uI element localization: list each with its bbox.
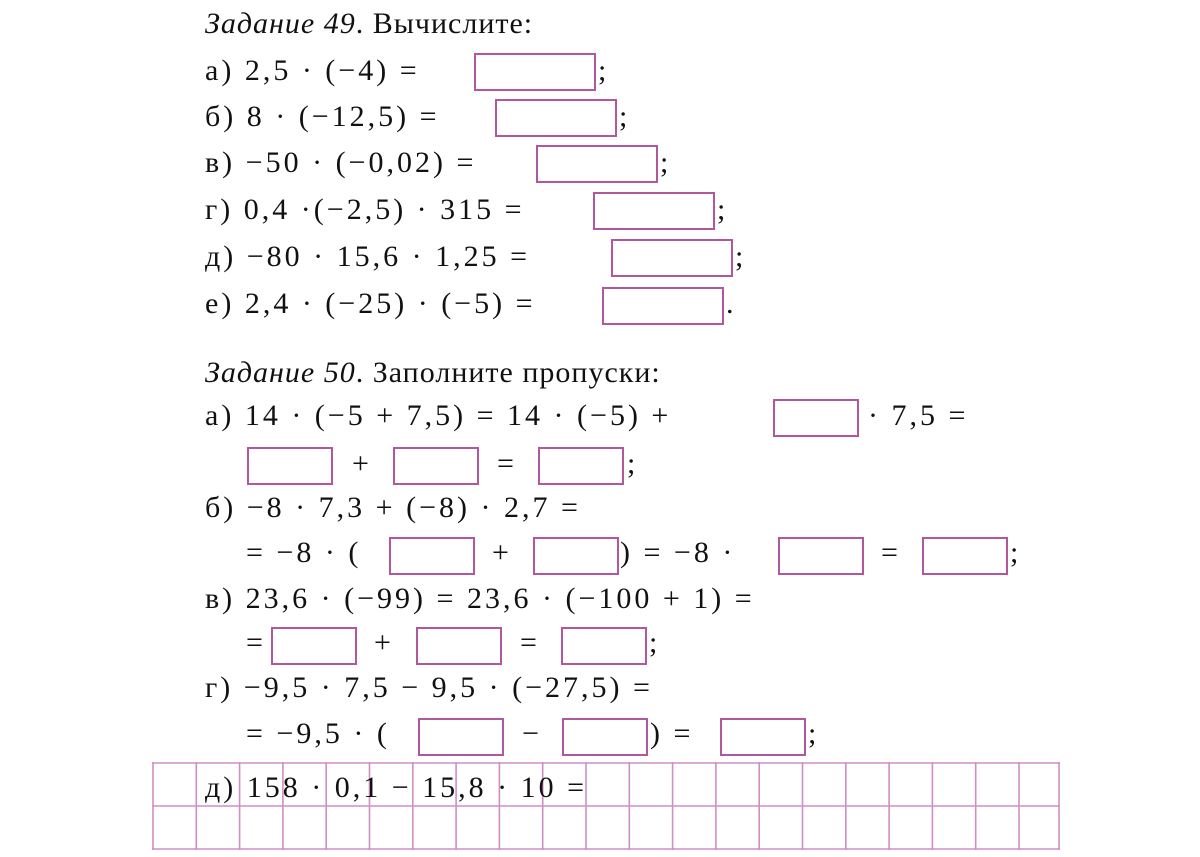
expression: −50 · (−0,02) = [245,146,477,179]
answer-box-50b-4[interactable] [922,537,1008,575]
terminator: ; [627,447,639,480]
item-label: б) [205,491,237,524]
terminator: ; [598,54,610,87]
answer-box-50a-4[interactable] [538,447,624,485]
answer-box-49b[interactable] [495,99,617,137]
task49-item-v [205,143,476,183]
answer-box-50a-2[interactable] [247,447,333,485]
operator-equals: = [881,536,901,569]
answer-box-50a-1[interactable] [773,399,859,437]
terminator: ; [660,146,672,179]
expression: −80 · 15,6 · 1,25 = [246,240,531,273]
operator-plus: + [374,626,394,659]
operator-equals: = [497,447,517,480]
task50-item-b-line1 [205,488,581,528]
operator-equals: = [520,626,540,659]
operator-minus: − [522,717,542,750]
task49-item-a [205,51,420,91]
terminator: ; [717,193,729,226]
expression: 8 · (−12,5) = [246,100,440,133]
item-label: г) [205,671,234,704]
task49-item-g [205,190,525,230]
expression: 2,5 · (−4) = [244,54,420,87]
task49-item-b [205,97,440,137]
expression-start: = −9,5 · ( [246,717,390,750]
terminator: . [726,287,737,320]
answer-box-50g-1[interactable] [418,718,504,756]
expression: −8 · 7,3 + (−8) · 2,7 = [246,491,581,524]
item-label: д) [205,240,237,273]
expression: 0,4 ·(−2,5) · 315 = [243,193,525,226]
answer-box-49e[interactable] [602,287,724,325]
task49-heading [205,4,533,44]
expression: −9,5 · 7,5 − 9,5 · (−27,5) = [243,671,653,704]
operator-plus: + [352,447,372,480]
answer-box-50v-2[interactable] [416,627,502,665]
answer-box-50b-2[interactable] [533,537,619,575]
item-label: в) [205,146,236,179]
answer-box-49d[interactable] [611,239,733,277]
task49-item-d [205,237,530,277]
answer-box-50g-2[interactable] [562,718,648,756]
terminator: ; [735,240,747,273]
expression: 2,4 · (−25) · (−5) = [244,287,536,320]
expression-start: = −8 · ( [246,536,362,569]
answer-box-50a-3[interactable] [393,447,479,485]
expression-start: = [246,626,266,659]
expression-mid: ) = −8 · [620,536,736,569]
terminator: ; [808,717,820,750]
task50-item-v-line1 [205,579,755,619]
task49-instruction: . Вычислите: [355,7,534,40]
terminator: ; [619,100,631,133]
item-label: б) [205,100,237,133]
task50-instruction: . Заполните пропуски: [355,356,661,389]
answer-box-50b-1[interactable] [389,537,475,575]
task50-title: Задание 50 [205,356,356,389]
expression: 14 · (−5 + 7,5) = 14 · (−5) + [244,399,672,432]
item-label: а) [205,54,235,87]
item-label: а) [205,399,235,432]
answer-box-50v-1[interactable] [271,627,357,665]
item-label: д) [205,771,237,804]
terminator: ; [1010,536,1022,569]
expression-mid: ) = [650,717,694,750]
task50-heading [205,353,661,393]
answer-box-50v-3[interactable] [561,627,647,665]
task49-title: Задание 49 [205,7,356,40]
expression: 158 · 0,1 − 15,8 · 10 = [246,771,588,804]
operator-plus: + [492,536,512,569]
answer-box-49a[interactable] [474,53,596,91]
terminator: ; [649,626,661,659]
item-label: в) [205,582,236,615]
answer-box-50b-3[interactable] [778,537,864,575]
task50-item-g-line1 [205,668,653,708]
expression-tail: · 7,5 = [868,399,969,432]
answer-box-49v[interactable] [536,145,658,183]
expression: 23,6 · (−99) = 23,6 · (−100 + 1) = [245,582,755,615]
answer-box-50g-3[interactable] [720,718,806,756]
item-label: г) [205,193,234,226]
answer-box-49g[interactable] [593,192,715,230]
item-label: е) [205,287,235,320]
task50-item-a-line1 [205,396,671,436]
task50-item-d-line1 [205,768,587,808]
task49-item-e [205,284,536,324]
